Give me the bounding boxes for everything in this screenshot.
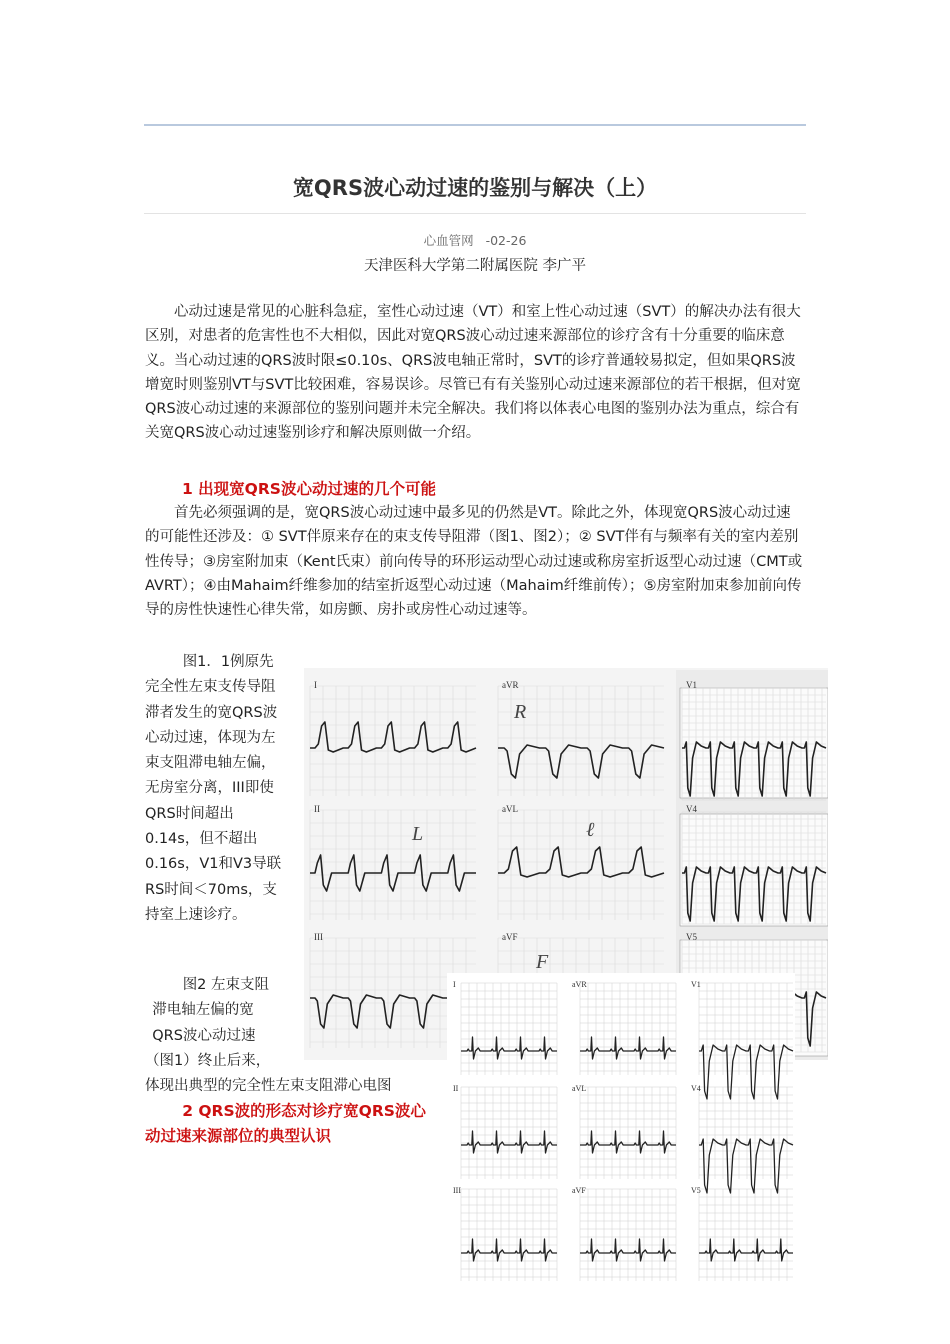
lead-label: I (453, 980, 456, 989)
lead-label: I (314, 680, 317, 690)
source-link[interactable]: 心血管网 (423, 233, 474, 248)
lead-label: II (314, 804, 320, 814)
figure-2-caption: 图2 左束支阻 滞电轴左偏的宽 QRS波心动过速 （图1）终止后来， 体现出典型的完全性左束支阻滞心电图 (145, 977, 392, 1095)
lead-label: aVF (502, 932, 518, 942)
handwritten-mark: ℓ (586, 819, 595, 841)
lead-label: aVF (572, 1186, 586, 1195)
lead-label: V1 (691, 980, 701, 989)
publish-date: -02-26 (485, 233, 527, 248)
author-line: 天津医科大学第二附属医院 李广平 (363, 258, 587, 274)
section-2-heading: 2 QRS波的形态对诊疗宽QRS波心动过速来源部位的典型认识 (145, 1102, 426, 1145)
figure-1-caption: 图1．1例原先完全性左束支传导阻滞者发生的宽QRS波心动过速，体现为左束支阻滞电轴左偏，无房室分离，III即使QRS时间超出0.14s，但不超出0.16s，V1和V3导联RS时间＜70ms，支持室上速诊疗。 (145, 654, 282, 923)
handwritten-mark: F (536, 951, 549, 973)
lead-label: aVL (502, 804, 518, 814)
lead-label: V4 (691, 1084, 701, 1093)
handwritten-mark: R (514, 701, 527, 723)
lead-label: III (453, 1186, 461, 1195)
section-1-heading: 1 出现宽QRS波心动过速的几个可能 (182, 480, 436, 498)
lead-label: aVL (572, 1084, 587, 1093)
lead-label: V1 (686, 680, 697, 690)
title-divider (144, 213, 806, 214)
handwritten-mark: L (412, 823, 424, 845)
top-rule (144, 124, 806, 126)
lead-label: V5 (686, 932, 697, 942)
ecg-figure-2-svg (447, 973, 795, 1281)
page-title: 宽QRS波心动过速的鉴别与解决（上） (292, 176, 658, 201)
lead-label: V5 (691, 1186, 701, 1195)
lead-label: aVR (502, 680, 519, 690)
lead-label: aVR (572, 980, 587, 989)
lead-label: V4 (686, 804, 697, 814)
intro-paragraph: 心动过速是常见的心脏科急症，室性心动过速（VT）和室上性心动过速（SVT）的解决办法有很大区别，对患者的危害性也不大相似，因此对宽QRS波心动过速来源部位的诊疗含有十分重要的临床意义。当心动过速的QRS波时限≤0.10s、QRS波电轴正常时，SVT的诊疗普通较易拟定，但如果QRS波增宽时则鉴别VT与SVT比较困难，容易误诊。尽管已有有关鉴别心动过速来源部位的若干根据，但对宽QRS波心动过速的来源部位的鉴别问题并未完全解决。我们将以体表心电图的鉴别办法为重点，综合有关宽QRS波心动过速鉴别诊疗和解决原则做一介绍。 (145, 304, 801, 442)
lead-label: II (453, 1084, 459, 1093)
lead-label: III (314, 932, 323, 942)
article-meta (144, 231, 806, 249)
section-1-paragraph: 首先必须强调的是，宽QRS波心动过速中最多见的仍然是VT。除此之外，体现宽QRS波心动过速的可能性还涉及：① SVT伴原来存在的束支传导阻滞（图1、图2）；② SVT伴有与频率有关的室内差别性传导；③房室附加束（Kent氏束）前向传导的环形运动型心动过速或称房室折返型心动过速（CMT或AVRT）；④由Mahaim纤维参加的结室折返型心动过速（Mahaim纤维前传）；⑤房室附加束参加前向传导的房性快速性心律失常，如房颤、房扑或房性心动过速等。 (145, 505, 803, 619)
figure-2-ecg (447, 973, 795, 1281)
